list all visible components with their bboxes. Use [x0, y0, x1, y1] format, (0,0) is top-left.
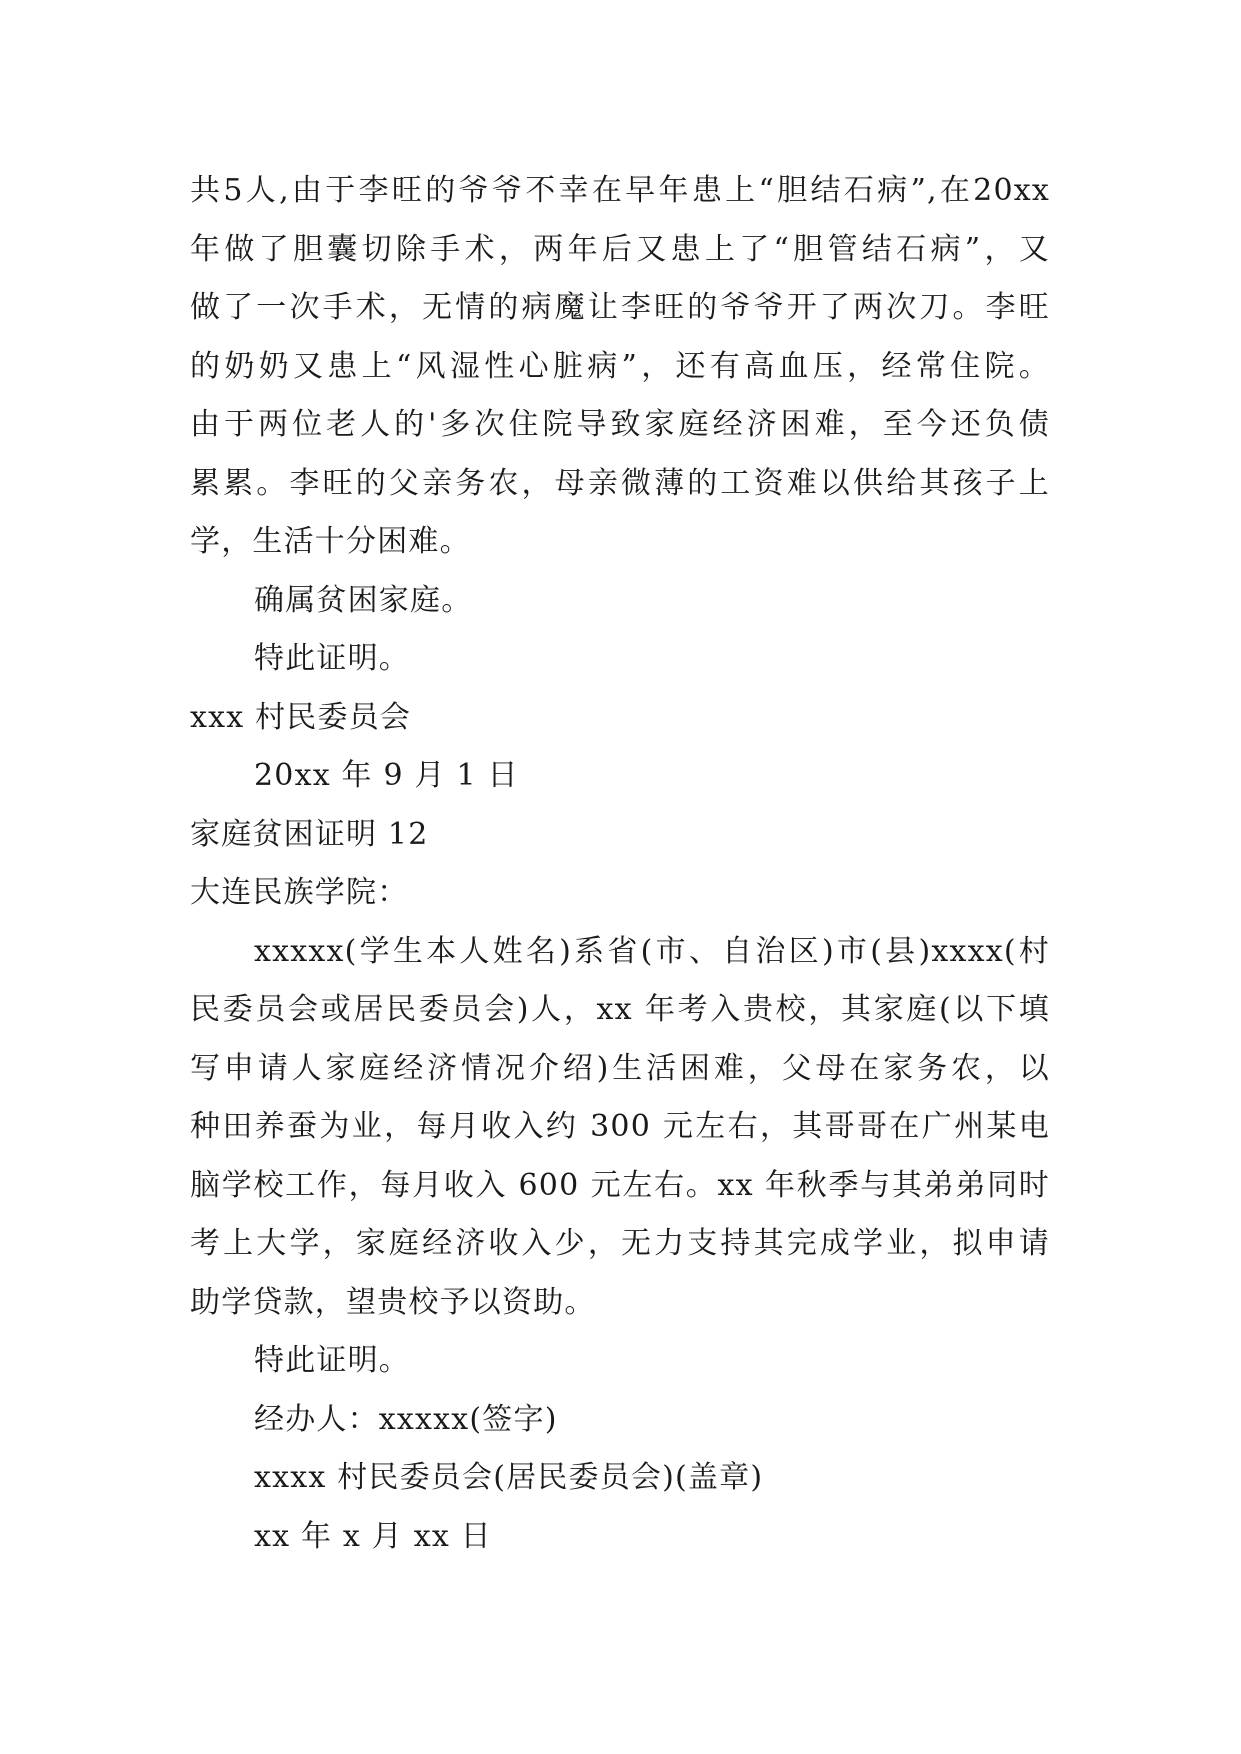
letter-line-3: 写申请人家庭经济情况介绍)生活困难，父母在家务农，以 [190, 1050, 1050, 1086]
letter-line-5: 脑学校工作，每月收入 600 元左右。xx 年秋季与其弟弟同时 [190, 1167, 1050, 1203]
body-line-2: 年做了胆囊切除手术，两年后又患上了“胆管结石病”，又 [190, 231, 1050, 267]
body-line-3: 做了一次手术，无情的病魔让李旺的爷爷开了两次刀。李旺 [190, 290, 1050, 325]
letter-line-1: xxxxx(学生本人姓名)系省(市、自治区)市(县)xxxx(村 [254, 933, 1050, 969]
letter-line-6: 考上大学，家庭经济收入少，无力支持其完成学业，拟申请 [190, 1226, 1050, 1261]
body-line-6: 累累。李旺的父亲务农，母亲微薄的工资难以供给其孩子上 [190, 465, 1050, 501]
body-line-5: 由于两位老人的'多次住院导致家庭经济困难，至今还负债 [190, 407, 1050, 442]
letter-line-2: 民委员会或居民委员会)人，xx 年考入贵校，其家庭(以下填 [190, 992, 1050, 1027]
body-line-1: 共5人,由于李旺的爷爷不幸在早年患上“胆结石病”,在20xx [190, 173, 1050, 208]
letter-date-line: xx 年 x 月 xx 日 [254, 1518, 492, 1554]
handler-signature-line: 经办人：xxxxx(签字) [254, 1401, 558, 1437]
certification-line: 特此证明。 [254, 641, 410, 676]
letter-line-4: 种田养蚕为业，每月收入约 300 元左右，其哥哥在广州某电 [190, 1109, 1050, 1144]
document-body [190, 162, 1050, 1566]
section-title: 家庭贫困证明 12 [190, 816, 429, 852]
body-line-7: 学，生活十分困难。 [190, 524, 471, 559]
letter-certification-line: 特此证明。 [254, 1343, 410, 1378]
letter-line-7: 助学贷款，望贵校予以资助。 [190, 1284, 596, 1320]
issuer-line: xxx 村民委员会 [190, 699, 412, 735]
recipient-line: 大连民族学院： [190, 875, 409, 910]
date-line: 20xx 年 9 月 1 日 [254, 758, 519, 793]
committee-seal-line: xxxx 村民委员会(居民委员会)(盖章) [254, 1460, 764, 1495]
body-line-4: 的奶奶又患上“风湿性心脏病”，还有高血压，经常住院。 [190, 348, 1050, 384]
confirmation-line: 确属贫困家庭。 [254, 582, 473, 618]
